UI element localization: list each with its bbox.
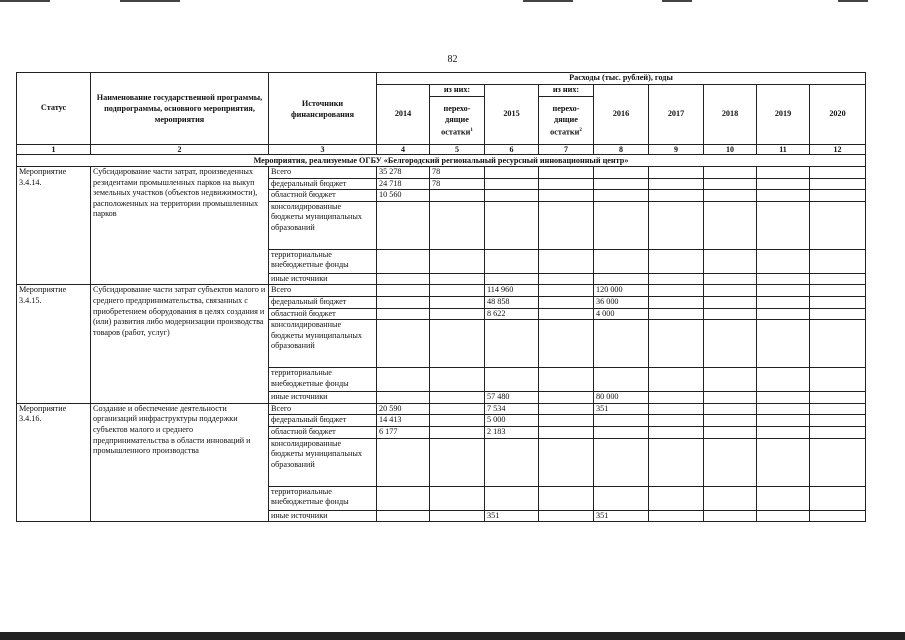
- value-cell: [539, 403, 594, 415]
- value-cell: [810, 486, 866, 510]
- funding-source: областной бюджет: [269, 426, 377, 438]
- value-cell: 7 534: [485, 403, 539, 415]
- table-row: [17, 167, 866, 179]
- value-cell: [594, 415, 649, 427]
- value-cell: [594, 368, 649, 392]
- top-border-line: [662, 0, 692, 2]
- value-cell: [649, 415, 704, 427]
- value-cell: [704, 426, 757, 438]
- value-cell: [539, 486, 594, 510]
- column-number: 10: [704, 145, 757, 155]
- value-cell: [704, 438, 757, 486]
- value-cell: [377, 249, 430, 273]
- value-cell: [539, 167, 594, 179]
- column-number: 5: [430, 145, 485, 155]
- value-cell: [649, 178, 704, 190]
- value-cell: [704, 285, 757, 297]
- value-cell: [757, 308, 810, 320]
- funding-source: консолидированные бюджеты муниципальных образований: [269, 201, 377, 249]
- page-number: 82: [447, 54, 458, 65]
- funding-source: территориальные внебюджетные фонды: [269, 249, 377, 273]
- value-cell: [430, 273, 485, 285]
- value-cell: [377, 308, 430, 320]
- value-cell: [594, 178, 649, 190]
- value-cell: [594, 486, 649, 510]
- value-cell: [485, 486, 539, 510]
- value-cell: [704, 510, 757, 522]
- value-cell: [810, 273, 866, 285]
- header-year: 2016: [594, 85, 649, 145]
- header-year: 2015: [485, 85, 539, 145]
- value-cell: [757, 415, 810, 427]
- value-cell: [810, 190, 866, 202]
- value-cell: [757, 201, 810, 249]
- value-cell: [485, 368, 539, 392]
- value-cell: [704, 415, 757, 427]
- value-cell: [649, 392, 704, 404]
- value-cell: [485, 190, 539, 202]
- value-cell: [704, 167, 757, 179]
- value-cell: [539, 392, 594, 404]
- header-source: Источники финансирования: [269, 73, 377, 145]
- value-cell: [594, 201, 649, 249]
- value-cell: [649, 285, 704, 297]
- value-cell: [377, 486, 430, 510]
- measure-name: Субсидирование части затрат, произведенных резидентами промышленных парков на выкуп земельных участков (объектов недвижимости), расположенных на территории промышленных парков: [91, 167, 269, 285]
- value-cell: [649, 438, 704, 486]
- header-year: 2020: [810, 85, 866, 145]
- value-cell: [757, 510, 810, 522]
- value-cell: [377, 296, 430, 308]
- value-cell: [430, 201, 485, 249]
- value-cell: [539, 510, 594, 522]
- value-cell: 57 480: [485, 392, 539, 404]
- value-cell: [430, 438, 485, 486]
- top-border-line: [838, 0, 868, 2]
- value-cell: [704, 249, 757, 273]
- value-cell: [539, 308, 594, 320]
- value-cell: 36 000: [594, 296, 649, 308]
- value-cell: [594, 190, 649, 202]
- measure-status: Мероприятие 3.4.15.: [17, 285, 91, 403]
- value-cell: [430, 426, 485, 438]
- value-cell: [430, 486, 485, 510]
- value-cell: [757, 296, 810, 308]
- value-cell: [704, 392, 757, 404]
- value-cell: [485, 178, 539, 190]
- value-cell: [810, 438, 866, 486]
- value-cell: 120 000: [594, 285, 649, 297]
- value-cell: [649, 486, 704, 510]
- funding-source: Всего: [269, 285, 377, 297]
- header-name: Наименование государственной программы, подпрограммы, основного мероприятия, мероприятия: [91, 73, 269, 145]
- header-year: 2019: [757, 85, 810, 145]
- value-cell: [649, 308, 704, 320]
- value-cell: [485, 438, 539, 486]
- value-cell: [649, 403, 704, 415]
- value-cell: [810, 392, 866, 404]
- value-cell: [810, 201, 866, 249]
- value-cell: [810, 296, 866, 308]
- top-border-line: [120, 0, 180, 2]
- column-number: 9: [649, 145, 704, 155]
- value-cell: [377, 368, 430, 392]
- value-cell: [485, 320, 539, 368]
- funding-source: консолидированные бюджеты муниципальных образований: [269, 320, 377, 368]
- value-cell: [539, 320, 594, 368]
- value-cell: [810, 167, 866, 179]
- header-expenses: Расходы (тыс. рублей), годы: [377, 73, 866, 85]
- funding-source: Всего: [269, 403, 377, 415]
- value-cell: [539, 273, 594, 285]
- value-cell: [377, 392, 430, 404]
- value-cell: [810, 368, 866, 392]
- value-cell: [649, 368, 704, 392]
- value-cell: [539, 438, 594, 486]
- header-year: 2018: [704, 85, 757, 145]
- value-cell: [649, 426, 704, 438]
- column-number: 8: [594, 145, 649, 155]
- value-cell: [430, 368, 485, 392]
- value-cell: [757, 249, 810, 273]
- measures-body: [17, 167, 866, 522]
- value-cell: [485, 273, 539, 285]
- value-cell: [539, 296, 594, 308]
- value-cell: [810, 285, 866, 297]
- value-cell: 351: [594, 403, 649, 415]
- funding-source: областной бюджет: [269, 190, 377, 202]
- value-cell: [704, 403, 757, 415]
- value-cell: [594, 273, 649, 285]
- value-cell: [810, 426, 866, 438]
- budget-table: [16, 72, 866, 522]
- column-number: 3: [269, 145, 377, 155]
- value-cell: [594, 426, 649, 438]
- value-cell: [649, 273, 704, 285]
- funding-source: Всего: [269, 167, 377, 179]
- value-cell: 351: [594, 510, 649, 522]
- value-cell: [649, 249, 704, 273]
- header-status: Статус: [17, 73, 91, 145]
- value-cell: [757, 438, 810, 486]
- value-cell: 2 183: [485, 426, 539, 438]
- value-cell: [485, 201, 539, 249]
- column-number: 12: [810, 145, 866, 155]
- value-cell: 24 718: [377, 178, 430, 190]
- value-cell: [704, 296, 757, 308]
- value-cell: [485, 249, 539, 273]
- header-year: 2014: [377, 85, 430, 145]
- value-cell: 5 000: [485, 415, 539, 427]
- value-cell: [757, 190, 810, 202]
- value-cell: [539, 368, 594, 392]
- value-cell: [757, 392, 810, 404]
- value-cell: [704, 320, 757, 368]
- value-cell: [430, 403, 485, 415]
- value-cell: 14 413: [377, 415, 430, 427]
- top-border-line: [0, 0, 50, 2]
- section-title: Мероприятия, реализуемые ОГБУ «Белгородский региональный ресурсный инновационный центр»: [17, 155, 866, 167]
- column-number: 6: [485, 145, 539, 155]
- value-cell: [430, 415, 485, 427]
- value-cell: [430, 510, 485, 522]
- value-cell: [757, 486, 810, 510]
- value-cell: 35 278: [377, 167, 430, 179]
- value-cell: [704, 368, 757, 392]
- value-cell: [810, 510, 866, 522]
- header-of-them: из них:: [430, 85, 485, 97]
- value-cell: 6 177: [377, 426, 430, 438]
- value-cell: 48 858: [485, 296, 539, 308]
- value-cell: [539, 201, 594, 249]
- value-cell: [430, 392, 485, 404]
- value-cell: [485, 167, 539, 179]
- funding-source: федеральный бюджет: [269, 415, 377, 427]
- value-cell: [649, 296, 704, 308]
- value-cell: [757, 426, 810, 438]
- value-cell: [757, 368, 810, 392]
- value-cell: [377, 320, 430, 368]
- value-cell: [649, 201, 704, 249]
- funding-source: областной бюджет: [269, 308, 377, 320]
- funding-source: иные источники: [269, 392, 377, 404]
- funding-source: иные источники: [269, 273, 377, 285]
- bottom-border-line: [0, 632, 905, 640]
- value-cell: [539, 178, 594, 190]
- value-cell: 351: [485, 510, 539, 522]
- column-number: 7: [539, 145, 594, 155]
- measure-status: Мероприятие 3.4.16.: [17, 403, 91, 521]
- value-cell: [594, 167, 649, 179]
- value-cell: [810, 178, 866, 190]
- value-cell: [704, 190, 757, 202]
- value-cell: [757, 178, 810, 190]
- value-cell: [810, 403, 866, 415]
- value-cell: [539, 426, 594, 438]
- value-cell: [704, 308, 757, 320]
- funding-source: федеральный бюджет: [269, 178, 377, 190]
- value-cell: [377, 201, 430, 249]
- value-cell: [430, 320, 485, 368]
- funding-source: консолидированные бюджеты муниципальных образований: [269, 438, 377, 486]
- value-cell: [810, 415, 866, 427]
- value-cell: [594, 249, 649, 273]
- value-cell: 80 000: [594, 392, 649, 404]
- value-cell: [757, 285, 810, 297]
- value-cell: [594, 320, 649, 368]
- value-cell: [757, 273, 810, 285]
- value-cell: 8 622: [485, 308, 539, 320]
- column-number: 1: [17, 145, 91, 155]
- funding-source: территориальные внебюджетные фонды: [269, 486, 377, 510]
- column-number: 2: [91, 145, 269, 155]
- measure-name: Создание и обеспечение деятельности организаций инфраструктуры поддержки субъектов малого и среднего предпринимательства в области инноваций и промышленного производства: [91, 403, 269, 521]
- column-number: 4: [377, 145, 430, 155]
- value-cell: [377, 438, 430, 486]
- value-cell: [594, 438, 649, 486]
- value-cell: [539, 190, 594, 202]
- header-carryover: перехо-дящие остатки$^1$: [430, 97, 485, 145]
- value-cell: [757, 167, 810, 179]
- value-cell: [810, 249, 866, 273]
- value-cell: [539, 285, 594, 297]
- value-cell: [757, 403, 810, 415]
- value-cell: 20 590: [377, 403, 430, 415]
- value-cell: [649, 320, 704, 368]
- value-cell: 10 560: [377, 190, 430, 202]
- value-cell: [377, 510, 430, 522]
- table-row: [17, 403, 866, 415]
- value-cell: [430, 190, 485, 202]
- measure-status: Мероприятие 3.4.14.: [17, 167, 91, 285]
- value-cell: [649, 190, 704, 202]
- value-cell: [539, 249, 594, 273]
- value-cell: [704, 201, 757, 249]
- table-row: [17, 285, 866, 297]
- value-cell: 114 960: [485, 285, 539, 297]
- header-carryover: перехо-дящие остатки$^2$: [539, 97, 594, 145]
- value-cell: [539, 415, 594, 427]
- value-cell: [377, 285, 430, 297]
- value-cell: [430, 249, 485, 273]
- value-cell: 78: [430, 167, 485, 179]
- value-cell: [810, 308, 866, 320]
- value-cell: [757, 320, 810, 368]
- funding-source: территориальные внебюджетные фонды: [269, 368, 377, 392]
- value-cell: [430, 285, 485, 297]
- value-cell: [810, 320, 866, 368]
- measure-name: Субсидирование части затрат субъектов малого и среднего предпринимательства, связанных с приобретением оборудования в целях создания и (или) развития либо модернизации производства товаров (работ, услуг): [91, 285, 269, 403]
- value-cell: [377, 273, 430, 285]
- column-number: 11: [757, 145, 810, 155]
- header-year: 2017: [649, 85, 704, 145]
- value-cell: 4 000: [594, 308, 649, 320]
- funding-source: федеральный бюджет: [269, 296, 377, 308]
- header-of-them: из них:: [539, 85, 594, 97]
- value-cell: [704, 273, 757, 285]
- value-cell: [430, 308, 485, 320]
- value-cell: [649, 510, 704, 522]
- value-cell: [704, 178, 757, 190]
- value-cell: [649, 167, 704, 179]
- value-cell: [704, 486, 757, 510]
- funding-source: иные источники: [269, 510, 377, 522]
- value-cell: [430, 296, 485, 308]
- value-cell: 78: [430, 178, 485, 190]
- top-border-line: [523, 0, 573, 2]
